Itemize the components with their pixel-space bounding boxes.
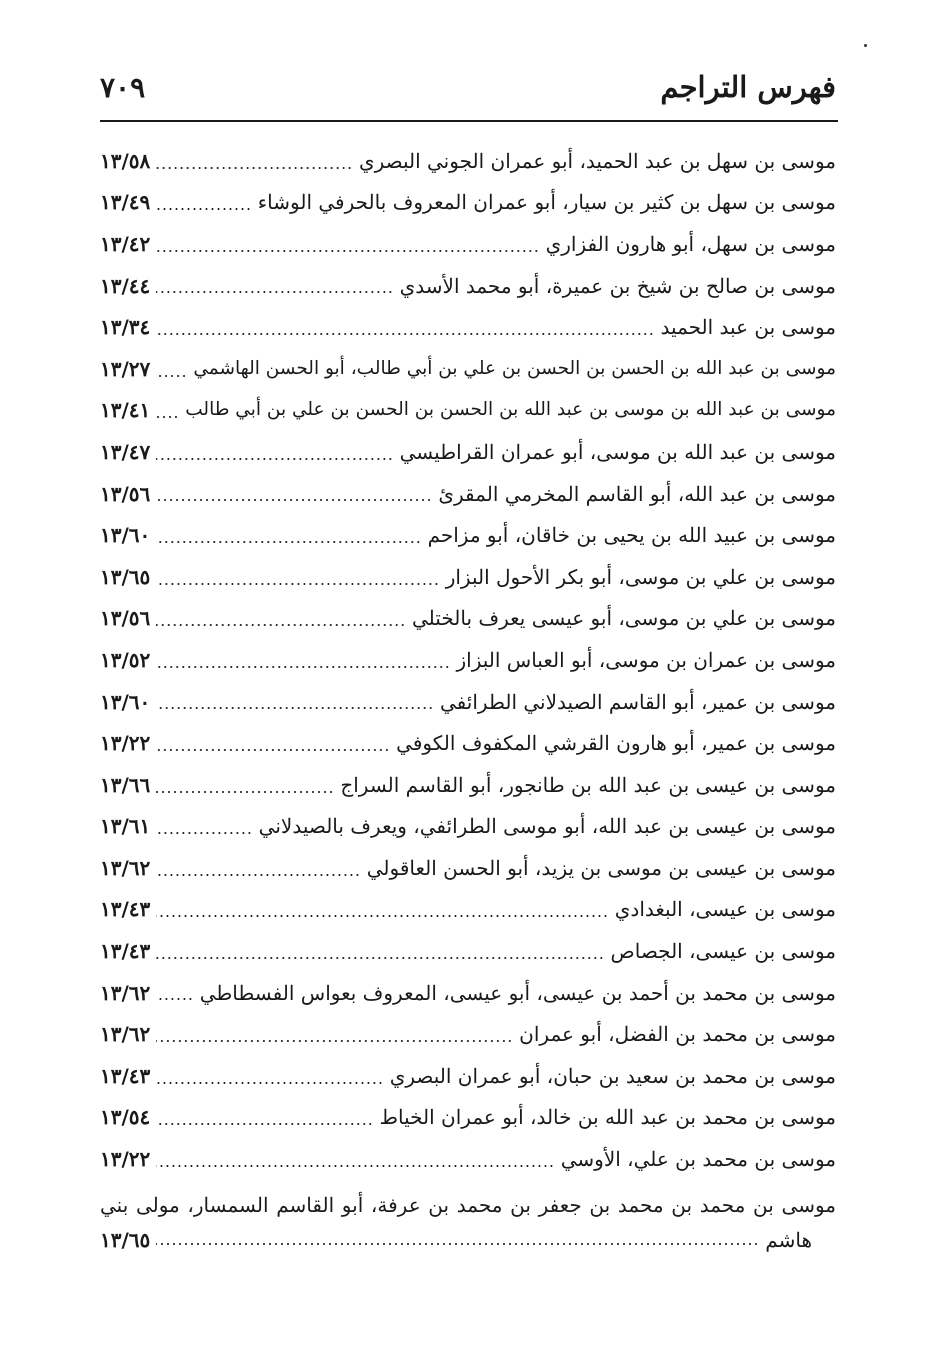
entry-name: موسى بن عيسى بن عبد الله بن طانجور، أبو القاسم السراج: [340, 772, 836, 797]
entry-name: موسى بن علي بن موسى، أبو عيسى يعرف بالختلي: [412, 606, 836, 631]
entry-reference: ١٣/٦١: [100, 814, 151, 839]
entry-reference: ١٣/٥٦: [100, 481, 151, 506]
dot-leader: [156, 831, 252, 835]
entry-name: موسى بن عيسى، البغدادي: [614, 897, 836, 922]
dot-leader: [156, 1242, 759, 1246]
entry-name: موسى بن عبيد الله بن يحيى بن خاقان، أبو مزاحم: [427, 523, 836, 548]
entry-reference: ١٣/٥٤: [100, 1105, 151, 1130]
entry-name: موسى بن عبد الله، أبو القاسم المخرمي المقرئ: [438, 481, 836, 506]
page-title: فهرس التراجم: [660, 70, 836, 104]
index-entry: [100, 306, 836, 348]
index-entry: [100, 598, 836, 640]
entry-name: موسى بن محمد بن سعيد بن حبان، أبو عمران البصري: [389, 1063, 836, 1088]
entry-reference: ١٣/٤٢: [100, 231, 151, 256]
entry-reference: ١٣/٦٢: [100, 855, 151, 880]
entry-name: موسى بن عيسى، الجصاص: [610, 939, 836, 964]
dot-leader: [156, 540, 421, 544]
index-entry: [100, 182, 836, 224]
entry-reference: ١٣/٢٢: [100, 1147, 151, 1172]
entry-name: موسى بن عيسى بن عبد الله، أبو موسى الطرائفي، ويعرف بالصيدلاني: [258, 814, 836, 839]
entry-name: موسى بن عبد الحميد: [660, 315, 836, 340]
index-entry: [100, 1180, 836, 1258]
dot-leader: [156, 332, 654, 336]
index-entry: [100, 1055, 836, 1097]
dot-leader: [156, 582, 439, 586]
entry-name: موسى بن علي بن موسى، أبو بكر الأحول البزار: [445, 564, 836, 589]
dot-leader: [156, 748, 390, 752]
dot-leader: [156, 498, 432, 502]
entry-reference: ١٣/٤٧: [100, 439, 151, 464]
dot-leader: [156, 873, 360, 877]
entry-name: موسى بن عمران بن موسى، أبو العباس البزاز: [456, 647, 836, 672]
index-entry: [100, 972, 836, 1014]
entry-reference: ١٣/٦٥: [100, 564, 151, 589]
entry-reference: ١٣/٢٧: [100, 356, 151, 381]
entry-name-continued: هاشم: [765, 1227, 812, 1252]
entry-reference: ١٣/٦٦: [100, 772, 151, 797]
entry-name: موسى بن سهل، أبو هارون الفزاري: [545, 231, 836, 256]
entry-reference: ١٣/٤٣: [100, 897, 151, 922]
index-entry: [100, 140, 836, 182]
index-entry: [100, 223, 836, 265]
entry-reference: ١٣/٥٢: [100, 647, 151, 672]
index-entry: [100, 930, 836, 972]
index-entry: [100, 722, 836, 764]
entry-name: موسى بن عمير، أبو هارون القرشي المكفوف الكوفي: [396, 731, 836, 756]
entry-continuation: [100, 1222, 836, 1258]
entry-reference: ١٣/٦٠: [100, 689, 151, 714]
dot-leader: [156, 1164, 554, 1168]
entry-name: موسى بن محمد بن علي، الأوسي: [560, 1147, 836, 1172]
index-entry: [100, 1138, 836, 1180]
entry-reference: ١٣/٣٤: [100, 315, 151, 340]
dot-leader: [156, 790, 334, 794]
entry-reference: ١٣/٤٤: [100, 273, 151, 298]
index-entry: [100, 681, 836, 723]
entry-name: موسى بن عبد الله بن موسى، أبو عمران القراطيسي: [399, 439, 836, 464]
entry-reference: ١٣/٦٢: [100, 980, 151, 1005]
entry-name: موسى بن عيسى بن موسى بن يزيد، أبو الحسن العاقولي: [366, 855, 836, 880]
entry-reference: ١٣/٦٢: [100, 1022, 151, 1047]
dot-leader: [156, 1122, 373, 1126]
dot-leader: [156, 706, 434, 710]
dot-leader: [156, 997, 193, 1001]
index-entry: [100, 889, 836, 931]
index-entry: [100, 514, 836, 556]
dot-leader: [156, 290, 393, 294]
entry-name: موسى بن محمد بن أحمد بن عيسى، أبو عيسى، المعروف بعواس الفسطاطي: [199, 980, 836, 1005]
dot-leader: [156, 166, 353, 170]
index-entry: [100, 764, 836, 806]
page-number: ٧٠٩: [100, 70, 146, 104]
entry-name: موسى بن عمير، أبو القاسم الصيدلاني الطرائفي: [440, 689, 836, 714]
entry-name: موسى بن سهل بن كثير بن سيار، أبو عمران المعروف بالحرفي الوشاء: [257, 190, 836, 215]
entry-name: موسى بن صالح بن شيخ بن عميرة، أبو محمد الأسدي: [399, 273, 836, 298]
dot-leader: [156, 415, 179, 419]
dot-leader: [156, 249, 539, 253]
dot-leader: [156, 956, 604, 960]
entry-reference: ١٣/٥٦: [100, 606, 151, 631]
entry-reference: ١٣/٢٢: [100, 731, 151, 756]
page-header: [100, 62, 836, 112]
entry-reference: ١٣/٦٠: [100, 523, 151, 548]
index-entry: [100, 1097, 836, 1139]
entry-name: موسى بن عبد الله بن الحسن بن الحسن بن علي بن أبي طالب، أبو الحسن الهاشمي: [193, 357, 836, 379]
entry-reference: ١٣/٤٣: [100, 1063, 151, 1088]
entry-reference: ١٣/٤٩: [100, 190, 151, 215]
index-entry: [100, 806, 836, 848]
dot-leader: [156, 374, 187, 378]
dot-leader: [156, 1039, 513, 1043]
index-entry: [100, 390, 836, 432]
dot-leader: [156, 665, 450, 669]
entry-name: موسى بن محمد بن محمد بن جعفر بن محمد بن عرفة، أبو القاسم السمسار، مولى بني: [100, 1192, 836, 1217]
biography-index-list: [100, 140, 836, 1258]
entry-reference: ١٣/٥٨: [100, 148, 151, 173]
index-entry: [100, 431, 836, 473]
dot-leader: [156, 1081, 383, 1085]
entry-name: موسى بن سهل بن عبد الحميد، أبو عمران الجوني البصري: [358, 148, 836, 173]
dot-leader: [156, 623, 406, 627]
entry-reference: ١٣/٦٥: [100, 1227, 151, 1252]
index-entry: [100, 265, 836, 307]
dot-leader: [156, 914, 608, 918]
entry-name: موسى بن محمد بن عبد الله بن خالد، أبو عمران الخياط: [379, 1105, 836, 1130]
entry-reference: ١٣/٤١: [100, 398, 151, 423]
header-rule: [100, 120, 838, 122]
index-entry: [100, 348, 836, 390]
dot-leader: [156, 207, 252, 211]
index-entry: [100, 473, 836, 515]
index-entry: [100, 639, 836, 681]
entry-name: موسى بن محمد بن الفضل، أبو عمران: [519, 1022, 836, 1047]
entry-reference: ١٣/٤٣: [100, 939, 151, 964]
entry-name: موسى بن عبد الله بن موسى بن عبد الله بن الحسن بن الحسن بن علي بن أبي طالب: [185, 399, 836, 421]
margin-mark: [864, 44, 867, 47]
index-entry: [100, 847, 836, 889]
index-entry: [100, 556, 836, 598]
dot-leader: [156, 457, 393, 461]
index-entry: [100, 1013, 836, 1055]
